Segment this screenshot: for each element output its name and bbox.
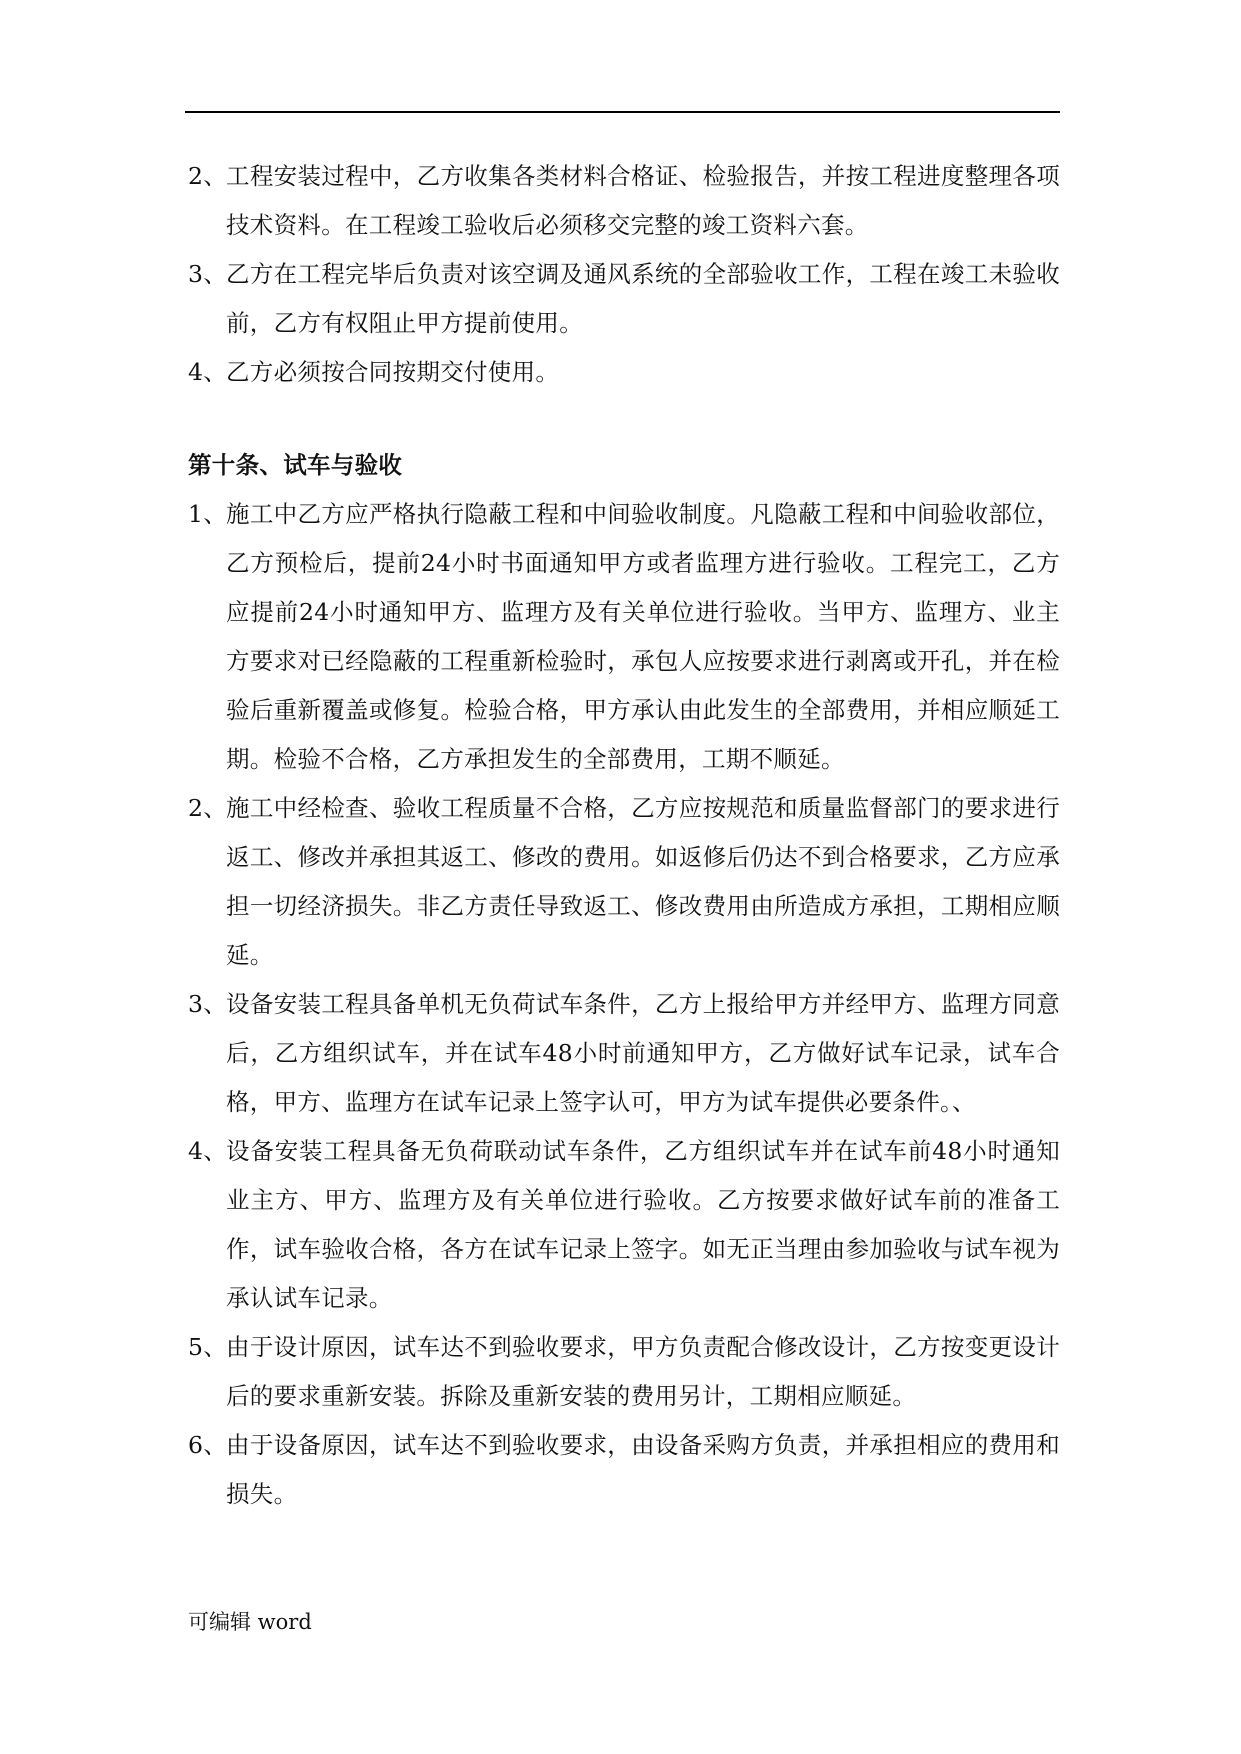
list-item — [188, 348, 1060, 397]
list-item — [188, 250, 1060, 348]
section-title: 第十条、试车与验收 — [188, 451, 403, 479]
list-item-number: 1、 — [188, 500, 228, 528]
list-item-number: 2、 — [188, 794, 228, 822]
list-item-number: 3、 — [188, 260, 228, 288]
header-rule — [185, 111, 1060, 113]
list-item-text: 设备安装工程具备无负荷联动试车条件，乙方组织试车并在试车前48小时通知业主方、甲方、监理方及有关单位进行验收。乙方按要求做好试车前的准备工作，试车验收合格，各方在试车记录上签字。如无正当理由参加验收与试车视为承认试车记录。 — [226, 1137, 1060, 1312]
list-item-text: 乙方必须按合同按期交付使用。 — [226, 358, 560, 386]
list-item — [188, 784, 1060, 980]
list-item — [188, 1323, 1060, 1421]
list-item-text: 设备安装工程具备单机无负荷试车条件，乙方上报给甲方并经甲方、监理方同意后，乙方组织试车，并在试车48小时前通知甲方，乙方做好试车记录，试车合格，甲方、监理方在试车记录上签字认可，甲方为试车提供必要条件。、 — [226, 990, 1060, 1116]
list-item-text: 乙方在工程完毕后负责对该空调及通风系统的全部验收工作，工程在竣工未验收前，乙方有权阻止甲方提前使用。 — [226, 260, 1060, 337]
page-footer: 可编辑 word — [188, 1610, 312, 1634]
list-item-text: 施工中乙方应严格执行隐蔽工程和中间验收制度。凡隐蔽工程和中间验收部位，乙方预检后，提前24小时书面通知甲方或者监理方进行验收。工程完工，乙方应提前24小时通知甲方、监理方及有关单位进行验收。当甲方、监理方、业主方要求对已经隐蔽的工程重新检验时，承包人应按要求进行剥离或开孔，并在检验后重新覆盖或修复。检验合格，甲方承认由此发生的全部费用，并相应顺延工期。检验不合格，乙方承担发生的全部费用，工期不顺延。 — [226, 500, 1060, 773]
list-item — [188, 1421, 1060, 1519]
list-item-number: 3、 — [188, 990, 228, 1018]
list-item — [188, 490, 1060, 784]
list-item-text: 施工中经检查、验收工程质量不合格，乙方应按规范和质量监督部门的要求进行返工、修改并承担其返工、修改的费用。如返修后仍达不到合格要求，乙方应承担一切经济损失。非乙方责任导致返工、修改费用由所造成方承担，工期相应顺延。 — [226, 794, 1060, 969]
list-item-text: 工程安装过程中，乙方收集各类材料合格证、检验报告，并按工程进度整理各项技术资料。在工程竣工验收后必须移交完整的竣工资料六套。 — [226, 162, 1060, 239]
list-item-number: 6、 — [188, 1431, 228, 1459]
list-item-number: 5、 — [188, 1333, 228, 1361]
list-item-number: 2、 — [188, 162, 228, 190]
list-item-text: 由于设备原因，试车达不到验收要求，由设备采购方负责，并承担相应的费用和损失。 — [226, 1431, 1060, 1508]
list-item-text: 由于设计原因，试车达不到验收要求，甲方负责配合修改设计，乙方按变更设计后的要求重新安装。拆除及重新安装的费用另计，工期相应顺延。 — [226, 1333, 1060, 1410]
list-item-number: 4、 — [188, 1137, 228, 1165]
list-item-number: 4、 — [188, 358, 228, 386]
list-item — [188, 1127, 1060, 1323]
document-body — [188, 152, 1060, 1519]
list-item — [188, 152, 1060, 250]
list-item — [188, 980, 1060, 1127]
